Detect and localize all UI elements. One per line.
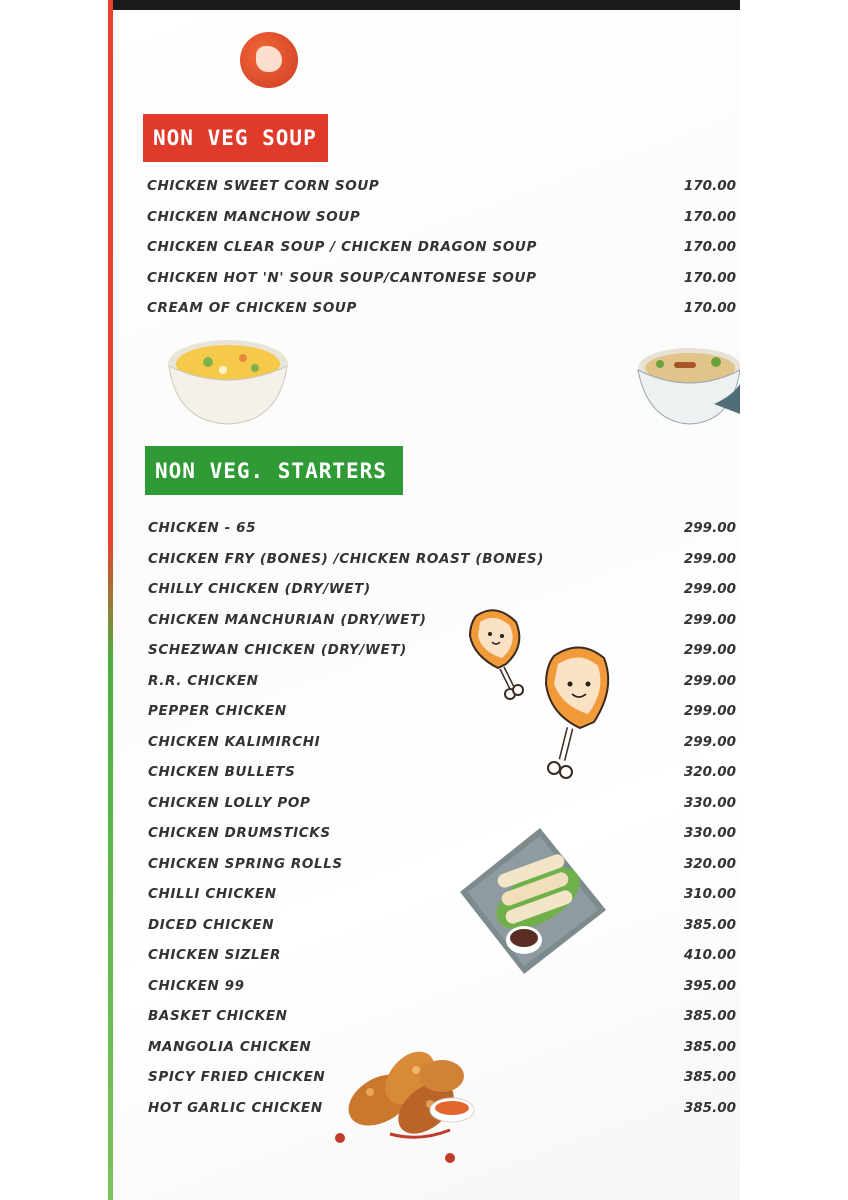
menu-item-price: 385.00 (683, 916, 736, 933)
menu-item-name: CHICKEN MANCHURIAN (DRY/WET) (148, 611, 427, 628)
menu-item-name: CHICKEN CLEAR SOUP / CHICKEN DRAGON SOUP (147, 239, 537, 255)
menu-item-row (0, 795, 848, 819)
menu-item-name: CHICKEN SPRING ROLLS (148, 855, 343, 872)
menu-item-name: CHILLY CHICKEN (DRY/WET) (148, 581, 371, 597)
menu-item-price: 170.00 (683, 300, 736, 316)
menu-item-name: CHICKEN 99 (148, 977, 245, 994)
menu-item-price: 395.00 (683, 977, 736, 994)
menu-item-row (0, 642, 848, 666)
menu-item-price: 170.00 (683, 208, 736, 225)
soup-section-title: NON VEG SOUP (143, 114, 328, 162)
menu-item-name: CHICKEN KALIMIRCHI (148, 733, 321, 750)
menu-item-name: CHICKEN LOLLY POP (148, 794, 311, 811)
menu-item-row (0, 764, 848, 788)
menu-item-name: CHILLI CHICKEN (148, 886, 277, 902)
menu-item-price: 299.00 (683, 703, 736, 719)
menu-item-price: 330.00 (683, 825, 736, 841)
menu-item-row (0, 825, 848, 849)
menu-item-price: 299.00 (683, 611, 736, 628)
menu-item-name: SPICY FRIED CHICKEN (148, 1069, 326, 1085)
page-top-edge (108, 0, 740, 10)
menu-item-price: 385.00 (683, 1008, 736, 1024)
menu-item-price: 385.00 (683, 1099, 736, 1116)
menu-item-price: 299.00 (683, 550, 736, 567)
menu-item-price: 385.00 (683, 1038, 736, 1055)
menu-item-price: 170.00 (683, 269, 736, 286)
menu-item-price: 299.00 (683, 733, 736, 750)
drumstick-cartoon-image (540, 644, 616, 784)
menu-item-name: CHICKEN MANCHOW SOUP (147, 208, 361, 225)
menu-item-name: CHICKEN DRUMSTICKS (148, 825, 331, 841)
menu-item-name: CHICKEN BULLETS (148, 764, 296, 780)
menu-item-name: HOT GARLIC CHICKEN (148, 1099, 323, 1116)
menu-item-row (0, 178, 848, 202)
brand-logo (240, 32, 298, 88)
menu-item-price: 310.00 (683, 886, 736, 902)
menu-item-name: R.R. CHICKEN (148, 672, 259, 689)
menu-item-price: 170.00 (683, 239, 736, 255)
menu-item-price: 330.00 (683, 794, 736, 811)
menu-item-price: 299.00 (683, 581, 736, 597)
menu-item-price: 320.00 (683, 764, 736, 780)
menu-item-name: SCHEZWAN CHICKEN (DRY/WET) (148, 642, 407, 658)
menu-item-name: CHICKEN SIZLER (148, 947, 281, 963)
menu-item-name: PEPPER CHICKEN (148, 703, 287, 719)
menu-item-price: 299.00 (683, 672, 736, 689)
menu-item-row (0, 551, 848, 575)
drumstick-cartoon-image (466, 606, 530, 706)
menu-item-name: CHICKEN SWEET CORN SOUP (147, 178, 380, 194)
menu-item-price: 320.00 (683, 855, 736, 872)
menu-item-name: MANGOLIA CHICKEN (148, 1038, 312, 1055)
menu-item-price: 385.00 (683, 1069, 736, 1085)
starters-section-title: NON VEG. STARTERS (145, 446, 403, 495)
menu-item-row (0, 856, 848, 880)
soup-bowl-image (163, 334, 293, 430)
menu-item-name: DICED CHICKEN (148, 916, 275, 933)
menu-item-name: BASKET CHICKEN (148, 1008, 288, 1024)
menu-item-row (0, 209, 848, 233)
soup-bowl-image (634, 344, 740, 426)
spring-rolls-plate-image (458, 826, 608, 976)
menu-item-price: 410.00 (683, 947, 736, 963)
menu-item-row (0, 581, 848, 605)
menu-item-row (0, 270, 848, 294)
menu-item-price: 299.00 (683, 520, 736, 536)
menu-item-name: CHICKEN FRY (BONES) /CHICKEN ROAST (BONES) (148, 550, 544, 567)
menu-item-name: CREAM OF CHICKEN SOUP (147, 300, 357, 316)
fried-chicken-wings-image (330, 1030, 490, 1170)
menu-item-row (0, 978, 848, 1002)
menu-item-row (0, 673, 848, 697)
menu-item-row (0, 886, 848, 910)
menu-item-price: 299.00 (683, 642, 736, 658)
menu-item-row (0, 300, 848, 324)
menu-item-row (0, 239, 848, 263)
menu-item-row (0, 520, 848, 544)
menu-item-row (0, 1008, 848, 1032)
menu-item-row (0, 734, 848, 758)
menu-item-name: CHICKEN - 65 (148, 520, 257, 536)
menu-item-row (0, 612, 848, 636)
menu-item-row (0, 917, 848, 941)
menu-item-name: CHICKEN HOT 'N' SOUR SOUP/CANTONESE SOUP (147, 269, 537, 286)
menu-item-row (0, 947, 848, 971)
menu-item-row (0, 703, 848, 727)
menu-item-price: 170.00 (683, 178, 736, 194)
